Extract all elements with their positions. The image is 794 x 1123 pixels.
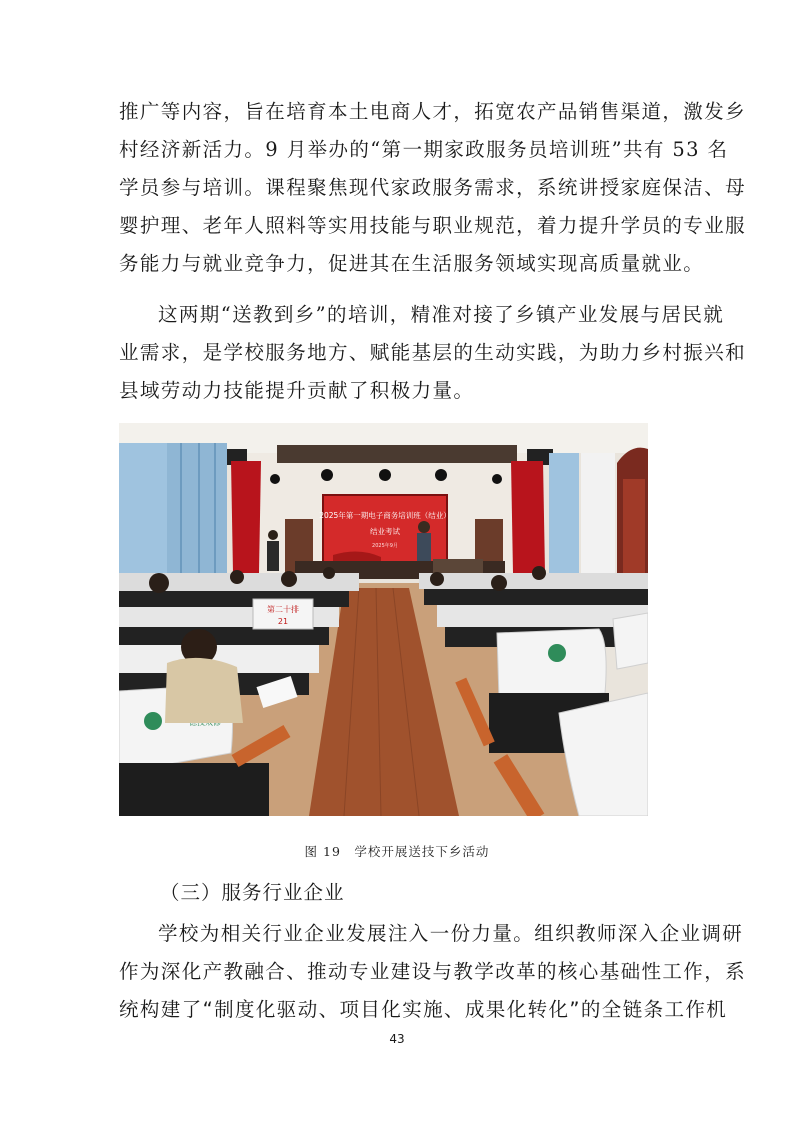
- paragraph-line: 县域劳动力技能提升贡献了积极力量。: [119, 379, 475, 402]
- paragraph-line: 学员参与培训。课程聚焦现代家政服务需求，系统讲授家庭保洁、母: [119, 176, 747, 199]
- paragraph-line: 统构建了“制度化驱动、项目化实施、成果化转化”的全链条工作机: [119, 998, 728, 1021]
- paragraph-line: 作为深化产教融合、推动专业建设与教学改革的核心基础性工作，系: [119, 960, 747, 983]
- paragraph-3: [119, 915, 747, 1029]
- page-number: 43: [389, 1032, 405, 1046]
- paragraph-line: 推广等内容，旨在培育本土电商人才，拓宽农产品销售渠道，激发乡: [119, 100, 747, 123]
- classroom-photo: [119, 423, 648, 816]
- paragraph-line: 业需求，是学校服务地方、赋能基层的生动实践，为助力乡村振兴和: [119, 341, 747, 364]
- seat-tag: 第二十排: [267, 605, 299, 614]
- screen-date: 2025年9月: [372, 543, 398, 549]
- screen-title: 2025年第一期电子商务培训班（结业）: [319, 511, 451, 520]
- paragraph-line: 务能力与就业竞争力，促进其在生活服务领域实现高质量就业。: [119, 252, 705, 275]
- seat-number: 21: [277, 617, 289, 626]
- paragraph-line: 这两期“送教到乡”的培训，精准对接了乡镇产业发展与居民就: [158, 303, 725, 326]
- section-heading: （三）服务行业企业: [160, 881, 345, 904]
- paragraph-line: 婴护理、老年人照料等实用技能与职业规范，着力提升学员的专业服: [119, 214, 747, 237]
- screen-subtitle: 结业考试: [370, 527, 400, 536]
- paragraph-line: 村经济新活力。9 月举办的“第一期家政服务员培训班”共有 53 名: [119, 138, 729, 161]
- figure-caption: 图 19 学校开展送技下乡活动: [304, 844, 490, 859]
- paragraph-1: [119, 93, 747, 283]
- paragraph-line: 学校为相关行业企业发展注入一份力量。组织教师深入企业调研: [158, 922, 744, 945]
- paragraph-2: [119, 296, 747, 410]
